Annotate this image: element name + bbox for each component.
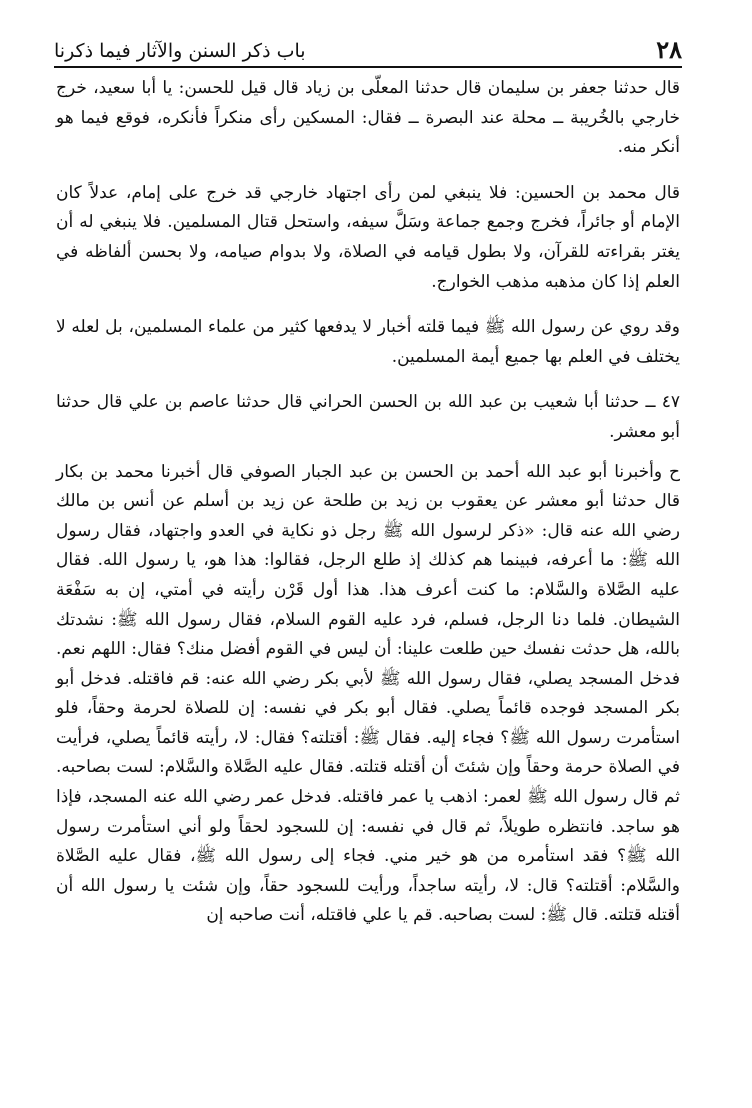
paragraph-muhammad-ibn-husayn: قال محمد بن الحسين: فلا ينبغي لمن رأى اجتهاد خارجي قد خرج على إمام، عدلاً كان الإمام أو جائراً، فخرج وجمع جماعة وسَلَّ سيفه، واستحل قتال المسلمين. فلا ينبغي له أن يغتر بقراءته للقرآن، ولا بطول قيامه في الصلاة، ولا بدوام صيامه، ولا بحسن ألفاظه في العلم إذا كان مذهبه مذهب الخوارج.: [56, 182, 680, 292]
page-header: [54, 28, 682, 68]
paragraph-reports: وقد روي عن رسول الله ﷺ فيما قلته أخبار لا يدفعها كثير من علماء المسلمين، بل لعله لا يختلف في العلم بها جميع أيمة المسلمين.: [56, 317, 680, 367]
paragraph-hadith-47-text: ح وأخبرنا أبو عبد الله أحمد بن الحسن بن عبد الجبار الصوفي قال أخبرنا محمد بن بكار قال حدثنا أبو معشر عن يعقوب بن زيد بن طلحة عن زيد بن أسلم عن أنس بن مالك رضي الله عنه قال: «ذكر لرسول الله ﷺ رجل ذو نكاية في العدو واجتهاد، فقال رسول الله ﷺ: ما أعرفه، فبينما هم كذلك إذ طلع الرجل، فقالوا: هذا هو، يا رسول الله. فقال عليه الصَّلاة والسَّلام: ما كنت أعرف هذا. هذا أول قَرْن رأيته في أمتي، إن به سَفْعَة الشيطان. فلما دنا الرجل، فسلم، فرد عليه القوم السلام، فقال رسول الله ﷺ: نشدتك بالله، هل حدثت نفسك حين طلعت علينا: أن ليس في القوم أفضل منك؟ فقال: اللهم نعم. فدخل المسجد يصلي، فقال رسول الله ﷺ لأبي بكر رضي الله عنه: قم فاقتله. فدخل أبو بكر المسجد فوجده قائماً يصلي. فقال أبو بكر في نفسه: إن للصلاة لحرمة وحقاً، فلو استأمرت رسول الله ﷺ؟ فجاء إليه. فقال ﷺ: أقتلته؟ فقال: لا، رأيته قائماً يصلي، فرأيت في الصلاة حرمة وحقاً وإن شئتَ أن أقتله قتلته. فقال عليه الصَّلاة والسَّلام: لست بصاحبه. ثم قال رسول الله ﷺ لعمر: اذهب يا عمر فاقتله. فدخل عمر رضي الله عنه المسجد، فإذا هو ساجد. فانتظره طويلاً، ثم قال في نفسه: إن للسجود لحقاً ولو أني استأمرت رسول الله ﷺ؟ فقد استأمره من هو خير مني. فجاء إلى رسول الله ﷺ، فقال عليه الصَّلاة والسَّلام: أقتلته؟ قال: لا، رأيته ساجداً، ورأيت للسجود حقاً، وإن شئت يا رسول الله أن أقتله قتلته. قال ﷺ: لست بصاحبه. قم يا علي فاقتله، أنت صاحبه إن: [56, 461, 680, 926]
page-number: ٢٨: [656, 35, 682, 64]
page-body: [56, 74, 680, 947]
paragraph-hasan-khariji: قال حدثنا جعفر بن سليمان قال حدثنا المعلّى بن زياد قال قيل للحسن: يا أبا سعيد، خرج خارجي بالخُريبة ــ محلة عند البصرة ــ فقال: المسكين رأى منكراً فأنكره، فوقع فيما هو أنكر منه.: [56, 78, 680, 158]
paragraph-hadith-47-isnad: ٤٧ ــ حدثنا أبا شعيب بن عبد الله بن الحسن الحراني قال حدثنا عاصم بن علي قال حدثنا أبو معشر.: [56, 392, 680, 442]
running-title: باب ذكر السنن والآثار فيما ذكرنا: [54, 40, 306, 62]
